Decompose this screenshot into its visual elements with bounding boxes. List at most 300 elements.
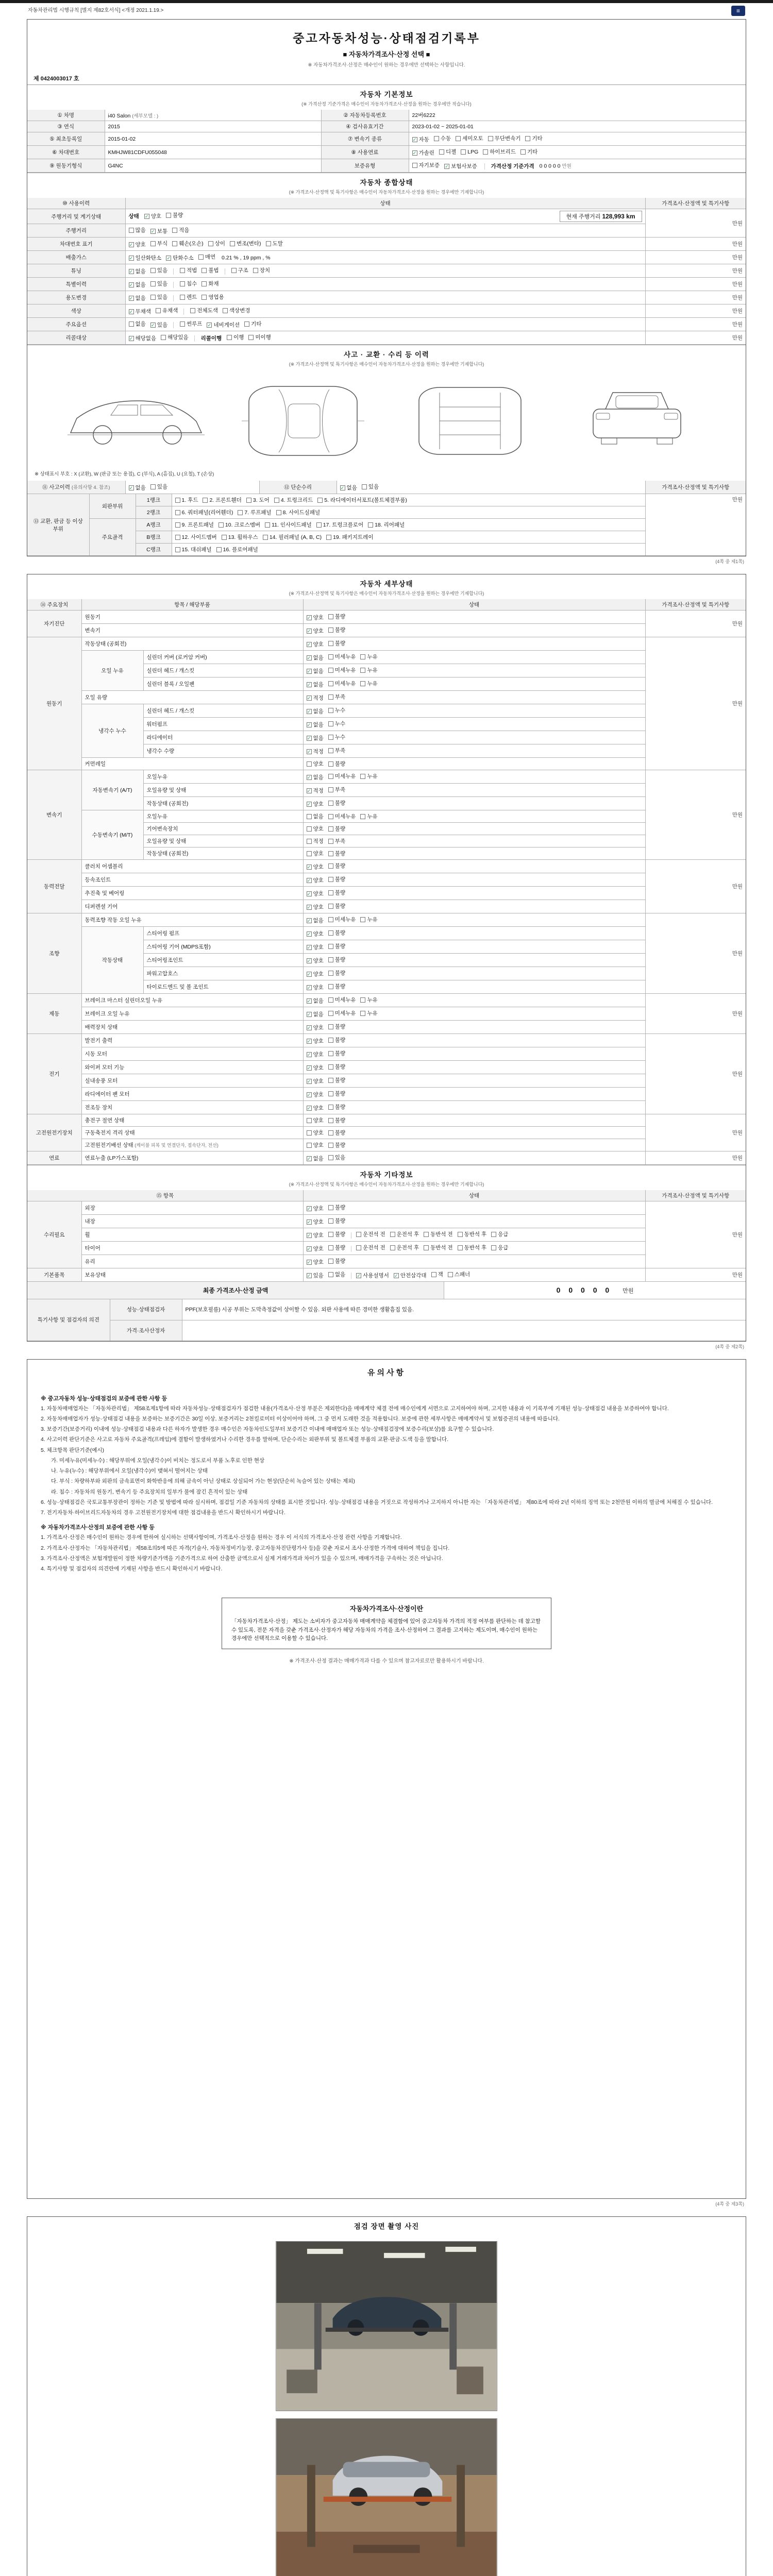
checkbox-option[interactable] bbox=[144, 212, 161, 220]
checkbox-option[interactable] bbox=[175, 521, 214, 529]
column-header: 상태 bbox=[125, 198, 645, 209]
checkbox-option[interactable] bbox=[307, 1129, 324, 1137]
checkbox-option[interactable] bbox=[307, 837, 324, 845]
checkbox-option[interactable] bbox=[328, 850, 345, 857]
checkbox-option[interactable] bbox=[328, 812, 356, 820]
checkbox-option[interactable] bbox=[307, 1141, 324, 1149]
checkbox-label: 양호 bbox=[313, 851, 324, 857]
checkbox-label: 7. 루프패널 bbox=[244, 510, 272, 516]
checkbox-option[interactable] bbox=[150, 227, 167, 235]
checkbox-option[interactable] bbox=[307, 707, 324, 715]
final-price-value: 0 0 0 0 0 bbox=[556, 1286, 613, 1294]
checkbox-option[interactable] bbox=[190, 307, 218, 314]
checkbox-option[interactable] bbox=[461, 149, 478, 155]
checkbox-option[interactable] bbox=[525, 134, 542, 142]
field-label: ① 차명 bbox=[27, 110, 105, 121]
part-name-cell: 동력조향 작동 오일 누유 bbox=[81, 913, 303, 927]
checkbox-option[interactable] bbox=[307, 1245, 324, 1252]
inspector-label: 성능·상태점검자 bbox=[110, 1299, 182, 1320]
checkbox-box bbox=[328, 1078, 333, 1083]
checkbox-option[interactable] bbox=[307, 863, 324, 871]
checkbox-option[interactable] bbox=[307, 1218, 324, 1226]
checkbox-option[interactable] bbox=[328, 680, 356, 687]
checkbox-option[interactable] bbox=[150, 321, 167, 329]
checkbox-label: 색상변경 bbox=[229, 308, 250, 314]
checkbox-option[interactable] bbox=[175, 533, 217, 541]
part-name-cell: 보유상태 bbox=[81, 1268, 303, 1282]
checkbox-label: 불량 bbox=[334, 1024, 346, 1030]
checkbox-box bbox=[328, 1272, 333, 1277]
checkbox-option[interactable] bbox=[307, 721, 324, 728]
group-name-cell: 수리필요 bbox=[27, 1201, 81, 1268]
checkbox-option[interactable] bbox=[172, 226, 189, 234]
checkbox-label: 누유 bbox=[367, 773, 378, 779]
checkbox-option[interactable] bbox=[328, 1204, 345, 1211]
checkbox-option[interactable] bbox=[328, 720, 345, 727]
checkbox-option[interactable] bbox=[368, 521, 405, 529]
checkbox-option[interactable] bbox=[307, 812, 324, 820]
checkbox-option[interactable] bbox=[150, 240, 167, 247]
plate-number-value: 22버6222 bbox=[409, 110, 746, 121]
checkbox-option[interactable] bbox=[328, 613, 345, 620]
checkbox-box bbox=[360, 774, 365, 779]
checkbox-label: 양호 bbox=[313, 958, 324, 964]
checkbox-box bbox=[150, 295, 156, 300]
table-header-row bbox=[27, 198, 746, 209]
checkbox-box bbox=[307, 1130, 312, 1136]
checkbox-box: ✓ bbox=[394, 1273, 398, 1278]
group-name-cell: 변속기 bbox=[27, 770, 81, 860]
checkbox-option[interactable] bbox=[328, 956, 345, 963]
checkbox-option[interactable] bbox=[274, 496, 313, 504]
checkbox-option[interactable] bbox=[328, 862, 345, 870]
checkbox-label: 17. 트렁크플로어 bbox=[323, 522, 364, 528]
checkbox-option[interactable] bbox=[307, 734, 324, 742]
checkbox-option[interactable] bbox=[394, 1272, 427, 1279]
vehicle-name-value bbox=[105, 110, 321, 121]
checkbox-option[interactable] bbox=[129, 334, 157, 342]
checkbox-option[interactable] bbox=[424, 1244, 453, 1251]
checkbox-option[interactable] bbox=[129, 267, 146, 275]
checkbox-box bbox=[307, 1143, 312, 1148]
part-name-cell: 외장 bbox=[81, 1201, 303, 1215]
checkbox-option[interactable] bbox=[444, 162, 477, 170]
checkbox-option[interactable] bbox=[307, 694, 324, 702]
checkbox-option[interactable] bbox=[307, 1091, 324, 1098]
checkbox-option[interactable] bbox=[307, 890, 324, 897]
checkbox-option[interactable] bbox=[307, 640, 324, 648]
checkbox-option[interactable] bbox=[307, 787, 324, 794]
checkbox-option[interactable] bbox=[180, 320, 202, 328]
checkbox-option[interactable] bbox=[328, 929, 345, 937]
checkbox-option[interactable] bbox=[356, 1272, 389, 1279]
checkbox-option[interactable] bbox=[307, 943, 324, 951]
checkbox-option[interactable] bbox=[129, 254, 162, 262]
checkbox-label: 양호 bbox=[313, 1038, 324, 1044]
checkbox-label: 동반석 후 bbox=[464, 1245, 487, 1251]
checkbox-option[interactable] bbox=[439, 148, 456, 156]
final-price-unit: 만원 bbox=[623, 1288, 634, 1294]
checkbox-option[interactable] bbox=[448, 1270, 470, 1278]
checkbox-option[interactable] bbox=[129, 281, 146, 289]
checkbox-option[interactable] bbox=[201, 266, 219, 274]
checkbox-box bbox=[180, 281, 185, 286]
checkbox-option[interactable] bbox=[201, 280, 219, 287]
checkbox-box: ✓ bbox=[307, 695, 311, 701]
checkbox-box bbox=[360, 654, 365, 659]
vehicle-name: i40 Salon bbox=[108, 112, 131, 119]
state-cell bbox=[303, 1088, 645, 1101]
checkbox-option[interactable] bbox=[307, 1231, 324, 1239]
checkbox-option[interactable] bbox=[166, 254, 194, 262]
checkbox-option[interactable] bbox=[201, 293, 224, 301]
checkbox-option[interactable] bbox=[328, 733, 345, 741]
checkbox-option[interactable] bbox=[307, 1258, 324, 1266]
checkbox-option[interactable] bbox=[328, 747, 345, 754]
table-row bbox=[27, 913, 746, 927]
checkbox-label: 양호 bbox=[313, 1219, 324, 1225]
sub-group-cell: 오일 누유 bbox=[81, 651, 143, 691]
checkbox-option[interactable] bbox=[458, 1230, 487, 1238]
checkbox-label: 운전석 후 bbox=[396, 1231, 419, 1238]
checkbox-option[interactable] bbox=[307, 876, 324, 884]
checkbox-option[interactable] bbox=[307, 957, 324, 964]
etc-info-table bbox=[27, 1190, 746, 1282]
checkbox-option[interactable] bbox=[328, 1230, 345, 1238]
table-row bbox=[27, 611, 746, 624]
checkbox-option[interactable] bbox=[360, 812, 377, 820]
checkbox-option[interactable] bbox=[340, 484, 357, 492]
checkbox-box bbox=[166, 213, 171, 218]
detail-status-table bbox=[27, 599, 746, 1165]
checkbox-option[interactable] bbox=[307, 1205, 324, 1212]
checkbox-option[interactable] bbox=[328, 1116, 345, 1124]
form-reference: 자동차관리법 시행규칙 [별지 제82호서식] <개정 2021.1.19.> bbox=[28, 8, 164, 13]
checkbox-option[interactable] bbox=[356, 1244, 385, 1251]
checkbox-option[interactable] bbox=[360, 680, 377, 687]
checkbox-option[interactable] bbox=[129, 294, 146, 302]
checkbox-option[interactable] bbox=[328, 760, 345, 768]
checkbox-option[interactable] bbox=[238, 509, 271, 516]
checkbox-option[interactable] bbox=[219, 521, 260, 529]
checkbox-option[interactable] bbox=[307, 970, 324, 978]
checkbox-option[interactable] bbox=[307, 667, 324, 675]
checkbox-option[interactable] bbox=[307, 903, 324, 911]
checkbox-option[interactable] bbox=[307, 1116, 324, 1124]
checkbox-option[interactable] bbox=[360, 666, 377, 674]
checkbox-label: 없음 bbox=[135, 295, 146, 301]
checkbox-option[interactable] bbox=[328, 772, 356, 780]
table-row bbox=[27, 1320, 746, 1341]
checkbox-option[interactable] bbox=[356, 1230, 385, 1238]
checkbox-box bbox=[328, 1064, 333, 1070]
checkbox-option[interactable] bbox=[307, 627, 324, 635]
checkbox-option[interactable] bbox=[328, 982, 345, 990]
checkbox-option[interactable] bbox=[129, 320, 146, 328]
checkbox-option[interactable] bbox=[180, 280, 197, 287]
checkbox-option[interactable] bbox=[276, 509, 321, 516]
checkbox-option[interactable] bbox=[360, 916, 377, 923]
checkbox-option[interactable] bbox=[307, 1104, 324, 1112]
first-registration-value: 2015-01-02 bbox=[105, 132, 321, 146]
table-row bbox=[27, 531, 746, 544]
checkbox-label: 불량 bbox=[334, 1231, 346, 1238]
checkbox-option[interactable] bbox=[458, 1244, 487, 1251]
checkbox-option[interactable] bbox=[207, 321, 240, 329]
checkbox-option[interactable] bbox=[216, 546, 258, 553]
part-note: (케이블 피복 및 연결단자, 접속단자, 전선) bbox=[133, 1143, 219, 1148]
table-row bbox=[27, 1101, 746, 1114]
checkbox-option[interactable] bbox=[307, 930, 324, 938]
checkbox-option[interactable] bbox=[328, 902, 345, 910]
checkbox-option[interactable] bbox=[227, 333, 244, 341]
part-name-cell: 휠 bbox=[81, 1228, 303, 1242]
checkbox-option[interactable] bbox=[307, 1010, 324, 1018]
checkbox-option[interactable] bbox=[307, 917, 324, 924]
checkbox-box: ✓ bbox=[129, 485, 133, 490]
checkbox-option[interactable] bbox=[328, 1076, 345, 1084]
checkbox-option[interactable] bbox=[328, 916, 356, 923]
checkbox-label: 디젤 bbox=[445, 149, 457, 155]
checkbox-option[interactable] bbox=[307, 997, 324, 1005]
state-cell bbox=[303, 704, 645, 718]
checkbox-option[interactable] bbox=[328, 825, 345, 833]
checkbox-option[interactable] bbox=[156, 307, 178, 314]
checkbox-option[interactable] bbox=[307, 1272, 324, 1279]
checkbox-option[interactable] bbox=[180, 293, 197, 301]
checkbox-option[interactable] bbox=[328, 1244, 345, 1251]
checkbox-option[interactable] bbox=[328, 786, 345, 793]
checkbox-option[interactable] bbox=[223, 307, 250, 314]
checkbox-option[interactable] bbox=[129, 241, 146, 248]
checkbox-box bbox=[448, 1272, 453, 1277]
checkbox-option[interactable] bbox=[328, 1103, 345, 1111]
checkbox-option[interactable] bbox=[328, 799, 345, 807]
checkbox-option[interactable] bbox=[307, 681, 324, 688]
checkbox-label: 불량 bbox=[334, 1104, 346, 1110]
table-row bbox=[27, 873, 746, 887]
checkbox-option[interactable] bbox=[175, 546, 212, 553]
state-cell bbox=[303, 873, 645, 887]
checkbox-option[interactable] bbox=[307, 773, 324, 781]
photos-heading bbox=[27, 2217, 746, 2234]
checkbox-option[interactable] bbox=[307, 825, 324, 833]
checkbox-option[interactable] bbox=[150, 266, 167, 274]
checkbox-option[interactable] bbox=[360, 772, 377, 780]
state-cell bbox=[303, 900, 645, 913]
group-name-cell: 조향 bbox=[27, 913, 81, 994]
checkbox-option[interactable] bbox=[412, 149, 434, 157]
checkbox-option[interactable] bbox=[307, 760, 324, 768]
checkbox-box bbox=[227, 335, 232, 340]
checkbox-option[interactable] bbox=[328, 889, 345, 896]
checkbox-option[interactable] bbox=[328, 1009, 356, 1017]
checkbox-option[interactable] bbox=[129, 308, 151, 315]
checkbox-option[interactable] bbox=[222, 533, 258, 541]
checkbox-option[interactable] bbox=[150, 483, 167, 490]
part-name-cell: 스티어링 펌프 bbox=[143, 927, 303, 940]
checkbox-option[interactable] bbox=[307, 1050, 324, 1058]
document-sheet bbox=[0, 3, 773, 2576]
checkbox-box bbox=[520, 149, 526, 155]
checkbox-box bbox=[434, 136, 439, 141]
checkbox-option[interactable] bbox=[491, 1230, 508, 1238]
checkbox-option[interactable] bbox=[328, 666, 356, 674]
checkbox-option[interactable] bbox=[248, 333, 271, 341]
checkbox-label: 있음 bbox=[157, 281, 168, 287]
checkbox-option[interactable] bbox=[390, 1230, 419, 1238]
checkbox-option[interactable] bbox=[328, 1217, 345, 1225]
checkbox-option[interactable] bbox=[129, 484, 146, 492]
checkbox-option[interactable] bbox=[307, 614, 324, 621]
checkbox-option[interactable] bbox=[307, 1064, 324, 1072]
part-name-cell: 내장 bbox=[81, 1215, 303, 1228]
price-cell: 만원 bbox=[645, 1201, 746, 1268]
checkbox-option[interactable] bbox=[175, 496, 198, 504]
checkbox-option[interactable] bbox=[328, 639, 345, 647]
checkbox-option[interactable] bbox=[360, 996, 377, 1004]
inspector-opinion-text: PPF(보호필름) 시공 부위는 도막측정값이 상이할 수 있음. 외판 사용에 따른 경미한 생활흠집 있음. bbox=[182, 1299, 746, 1320]
checkbox-option[interactable] bbox=[307, 850, 324, 857]
part-name-cell: 스티어링조인트 bbox=[143, 954, 303, 967]
state-cell bbox=[303, 784, 645, 797]
checkbox-label: 양호 bbox=[313, 1117, 324, 1124]
row-label: 주행거리 bbox=[27, 224, 125, 238]
checkbox-option[interactable] bbox=[265, 521, 312, 529]
checkbox-option[interactable] bbox=[434, 134, 451, 142]
checkbox-label: 구조 bbox=[238, 267, 248, 274]
viewer-menu-button[interactable]: ≡ bbox=[731, 6, 745, 16]
checkbox-option[interactable] bbox=[360, 1009, 377, 1017]
checkbox-option[interactable] bbox=[328, 1257, 345, 1265]
table-row bbox=[27, 1151, 746, 1165]
checkbox-option[interactable] bbox=[328, 837, 345, 845]
checkbox-option[interactable] bbox=[328, 996, 356, 1004]
table-row bbox=[27, 810, 746, 823]
checkbox-option[interactable] bbox=[362, 483, 379, 490]
checkbox-option[interactable] bbox=[230, 240, 261, 247]
checkbox-option[interactable] bbox=[231, 266, 248, 274]
checkbox-option[interactable] bbox=[328, 1141, 345, 1149]
checkbox-option[interactable] bbox=[328, 1154, 345, 1161]
checkbox-option[interactable] bbox=[317, 496, 407, 504]
document-number: 제 0424003017 호 bbox=[33, 76, 79, 82]
checkbox-option[interactable] bbox=[307, 1077, 324, 1085]
checkbox-option[interactable] bbox=[316, 521, 363, 529]
checkbox-option[interactable] bbox=[150, 280, 167, 287]
checkbox-option[interactable] bbox=[328, 1036, 345, 1044]
checkbox-label: 부식 bbox=[157, 241, 168, 247]
checkbox-option[interactable] bbox=[424, 1230, 453, 1238]
checkbox-option[interactable] bbox=[328, 1063, 345, 1071]
checkbox-option[interactable] bbox=[456, 134, 483, 142]
main-frame-label: 주요골격 bbox=[89, 519, 136, 556]
checkbox-option[interactable] bbox=[328, 653, 356, 660]
checkbox-option[interactable] bbox=[246, 496, 270, 504]
checkbox-option[interactable] bbox=[263, 533, 322, 541]
checkbox-label: 없음 bbox=[135, 485, 146, 491]
checkbox-option[interactable] bbox=[431, 1270, 443, 1278]
checkbox-option[interactable] bbox=[208, 240, 225, 247]
checkbox-option[interactable] bbox=[166, 211, 183, 219]
table-row bbox=[27, 770, 746, 784]
checkbox-option[interactable] bbox=[326, 533, 373, 541]
checkbox-option[interactable] bbox=[129, 226, 146, 234]
checkbox-option[interactable] bbox=[390, 1244, 419, 1251]
field-label: 보증유형 bbox=[321, 159, 409, 173]
checkbox-option[interactable] bbox=[307, 800, 324, 808]
checkbox-box bbox=[328, 761, 333, 767]
checkbox-option[interactable] bbox=[328, 626, 345, 634]
checkbox-option[interactable] bbox=[491, 1244, 508, 1251]
checkbox-box: ✓ bbox=[129, 335, 133, 341]
checkbox-option[interactable] bbox=[328, 1049, 345, 1057]
checkbox-option[interactable] bbox=[244, 320, 261, 328]
checkbox-option[interactable] bbox=[307, 984, 324, 991]
checkbox-option[interactable] bbox=[328, 693, 345, 701]
checkbox-label: 미세누유 bbox=[334, 917, 356, 923]
tuning-kind-options bbox=[231, 268, 275, 275]
table-row bbox=[27, 758, 746, 770]
checkbox-option[interactable] bbox=[328, 706, 345, 714]
checkbox-option[interactable] bbox=[307, 748, 324, 755]
checkbox-option[interactable] bbox=[328, 875, 345, 883]
checkbox-option[interactable] bbox=[483, 148, 516, 156]
checkbox-option[interactable] bbox=[328, 1129, 345, 1137]
checkbox-option[interactable] bbox=[412, 135, 429, 143]
checkbox-option[interactable] bbox=[198, 253, 215, 261]
checkbox-label: 운전석 전 bbox=[363, 1231, 385, 1238]
checkbox-option[interactable] bbox=[328, 942, 345, 950]
checkbox-option[interactable] bbox=[488, 134, 521, 142]
checkbox-box bbox=[180, 268, 185, 273]
checkbox-box: ✓ bbox=[307, 904, 311, 910]
checkbox-label: 적정 bbox=[313, 749, 324, 755]
checkbox-option[interactable] bbox=[175, 509, 233, 516]
row-label: 배출가스 bbox=[27, 251, 125, 264]
checkbox-option[interactable] bbox=[328, 969, 345, 977]
checkbox-option[interactable] bbox=[520, 148, 537, 156]
checkbox-option[interactable] bbox=[307, 1024, 324, 1031]
checkbox-option[interactable] bbox=[412, 161, 440, 169]
simple-repair-options bbox=[337, 481, 645, 494]
checkbox-option[interactable] bbox=[328, 1270, 345, 1278]
checkbox-option[interactable] bbox=[307, 654, 324, 662]
checkbox-option[interactable] bbox=[360, 653, 377, 660]
checkbox-label: 하이브리드 bbox=[490, 149, 516, 155]
checkbox-option[interactable] bbox=[150, 293, 167, 301]
section-title: 자동차 세부상태 bbox=[360, 580, 413, 588]
checkbox-option[interactable] bbox=[307, 1155, 324, 1162]
checkbox-option[interactable] bbox=[266, 240, 283, 247]
checkbox-option[interactable] bbox=[328, 1090, 345, 1097]
checkbox-option[interactable] bbox=[180, 266, 197, 274]
column-header: 가격조사·산정액 및 특기사항 bbox=[645, 198, 746, 209]
checkbox-option[interactable] bbox=[328, 1023, 345, 1030]
checkbox-option[interactable] bbox=[161, 333, 189, 341]
state-cell bbox=[303, 1151, 645, 1165]
checkbox-option[interactable] bbox=[203, 496, 241, 504]
checkbox-box: ✓ bbox=[307, 864, 311, 870]
price-cell: 만원 bbox=[645, 304, 746, 318]
checkbox-option[interactable] bbox=[307, 1037, 324, 1045]
part-name-cell: 전조등 장치 bbox=[81, 1101, 303, 1114]
checkbox-option[interactable] bbox=[253, 266, 270, 274]
checkbox-label: 양호 bbox=[313, 826, 324, 832]
sub-group-cell: 작동상태 bbox=[81, 927, 143, 994]
checkbox-label: 해당없음 bbox=[135, 335, 157, 342]
checkbox-option[interactable] bbox=[172, 240, 204, 247]
